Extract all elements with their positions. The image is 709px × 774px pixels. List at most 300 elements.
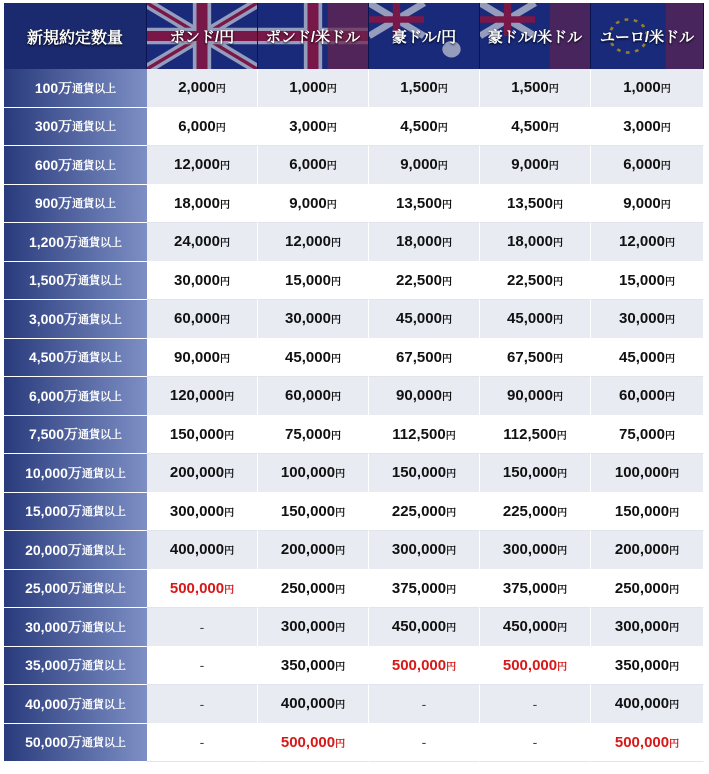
yen-suffix: 円 <box>552 238 563 250</box>
cell-value: 3,000 <box>623 117 661 135</box>
cell-value: 45,000 <box>507 310 553 328</box>
table-cell <box>369 647 480 686</box>
yen-suffix: 円 <box>669 584 680 596</box>
row-unit: 通貨以上 <box>78 390 123 403</box>
cell-value: 500,000 <box>169 579 225 597</box>
yen-suffix: 円 <box>552 276 563 288</box>
cell-value: 150,000 <box>614 502 670 520</box>
row-unit: 通貨以上 <box>78 313 123 326</box>
yen-suffix: 円 <box>548 161 559 173</box>
yen-suffix: 円 <box>552 315 563 327</box>
yen-suffix: 円 <box>224 546 235 558</box>
yen-suffix: 円 <box>669 738 680 750</box>
yen-suffix: 円 <box>224 430 235 442</box>
cell-value: 300,000 <box>502 541 558 559</box>
cell-value: 1,500 <box>511 79 549 97</box>
header-gbpjpy-label: ポンド/円 <box>169 28 235 46</box>
yen-suffix: 円 <box>660 122 671 134</box>
yen-suffix: 円 <box>441 392 452 404</box>
row-quantity: 15,000万 <box>25 503 82 520</box>
yen-suffix: 円 <box>437 161 448 173</box>
cell-value: 9,000 <box>289 194 327 212</box>
cell-value: 45,000 <box>285 348 331 366</box>
yen-suffix: 円 <box>219 276 230 288</box>
cell-value: 400,000 <box>169 541 225 559</box>
table-cell <box>591 416 704 455</box>
yen-suffix: 円 <box>445 430 456 442</box>
yen-suffix: 円 <box>219 315 230 327</box>
table-cell <box>591 108 704 147</box>
cell-value: 9,000 <box>400 156 438 174</box>
yen-suffix: 円 <box>335 584 346 596</box>
cell-value: 200,000 <box>280 541 336 559</box>
table-cell <box>147 185 258 224</box>
cell-value: 100,000 <box>614 464 670 482</box>
yen-suffix: 円 <box>219 199 230 211</box>
cell-value: 24,000 <box>174 233 220 251</box>
yen-suffix: 円 <box>664 276 675 288</box>
row-quantity: 25,000万 <box>25 580 82 597</box>
cell-value: 45,000 <box>619 348 665 366</box>
table-cell <box>591 262 704 301</box>
yen-suffix: 円 <box>335 546 346 558</box>
table-cell <box>480 108 591 147</box>
cell-value: 60,000 <box>619 387 665 405</box>
row-quantity: 600万 <box>34 156 73 173</box>
table-cell <box>591 531 704 570</box>
cell-value: 13,500 <box>396 194 442 212</box>
table-cell <box>480 185 591 224</box>
table-cell <box>147 493 258 532</box>
cell-value: - <box>199 695 205 712</box>
row-header <box>4 108 147 147</box>
table-cell <box>591 300 704 339</box>
cell-value: 12,000 <box>619 233 665 251</box>
header-eurusd-label: ユーロ/米ドル <box>599 28 695 46</box>
header-audusd-label: 豪ドル/米ドル <box>487 28 583 46</box>
yen-suffix: 円 <box>552 353 563 365</box>
row-header <box>4 454 147 493</box>
table-cell <box>258 647 369 686</box>
row-header <box>4 223 147 262</box>
yen-suffix: 円 <box>548 122 559 134</box>
table-cell <box>369 69 480 108</box>
cell-value: 250,000 <box>614 579 670 597</box>
table-cell <box>369 493 480 532</box>
yen-suffix: 円 <box>557 507 568 519</box>
cell-value: 100,000 <box>280 464 336 482</box>
yen-suffix: 円 <box>335 738 346 750</box>
header-quantity-label: 新規約定数量 <box>26 29 123 47</box>
yen-suffix: 円 <box>330 430 341 442</box>
cell-value: 112,500 <box>503 425 557 443</box>
cell-value: 15,000 <box>285 271 331 289</box>
yen-suffix: 円 <box>669 469 680 481</box>
yen-suffix: 円 <box>335 661 346 673</box>
header-eurusd <box>591 3 704 69</box>
yen-suffix: 円 <box>664 238 675 250</box>
table-cell <box>369 108 480 147</box>
row-unit: 通貨以上 <box>81 621 126 634</box>
table-cell <box>480 570 591 609</box>
table-cell <box>480 647 591 686</box>
row-unit: 通貨以上 <box>81 506 126 519</box>
yen-suffix: 円 <box>326 161 337 173</box>
yen-suffix: 円 <box>548 84 559 96</box>
cell-value: 225,000 <box>391 502 447 520</box>
yen-suffix: 円 <box>326 199 337 211</box>
yen-suffix: 円 <box>669 507 680 519</box>
row-header <box>4 493 147 532</box>
row-quantity: 900万 <box>34 195 73 212</box>
cell-value: 18,000 <box>507 233 553 251</box>
row-quantity: 40,000万 <box>25 695 82 712</box>
table-cell <box>480 377 591 416</box>
yen-suffix: 円 <box>446 623 457 635</box>
table-cell <box>369 416 480 455</box>
yen-suffix: 円 <box>441 199 452 211</box>
cell-value: 150,000 <box>169 425 225 443</box>
yen-suffix: 円 <box>446 584 457 596</box>
row-header <box>4 339 147 378</box>
row-unit: 通貨以上 <box>78 236 123 249</box>
cell-value: 75,000 <box>285 425 331 443</box>
table-cell <box>369 185 480 224</box>
yen-suffix: 円 <box>441 276 452 288</box>
yen-suffix: 円 <box>446 546 457 558</box>
table-cell <box>258 185 369 224</box>
table-cell <box>369 570 480 609</box>
table-cell <box>147 608 258 647</box>
row-header <box>4 416 147 455</box>
row-unit: 通貨以上 <box>78 352 123 365</box>
cell-value: 300,000 <box>614 618 670 636</box>
cell-value: 90,000 <box>174 348 220 366</box>
yen-suffix: 円 <box>330 315 341 327</box>
yen-suffix: 円 <box>446 469 457 481</box>
table-cell <box>591 493 704 532</box>
table-cell <box>258 685 369 724</box>
cell-value: - <box>532 695 538 712</box>
cell-value: 1,500 <box>400 79 438 97</box>
row-quantity: 7,500万 <box>28 426 79 443</box>
table-cell <box>258 108 369 147</box>
table-cell <box>591 185 704 224</box>
yen-suffix: 円 <box>330 392 341 404</box>
table-cell <box>591 570 704 609</box>
header-gbpusd <box>258 3 369 69</box>
yen-suffix: 円 <box>215 84 226 96</box>
cell-value: 3,000 <box>289 117 327 135</box>
cell-value: 67,500 <box>507 348 553 366</box>
table-cell <box>147 339 258 378</box>
table-cell <box>258 608 369 647</box>
row-header <box>4 185 147 224</box>
yen-suffix: 円 <box>219 353 230 365</box>
row-quantity: 1,500万 <box>28 272 79 289</box>
yen-suffix: 円 <box>664 392 675 404</box>
row-header <box>4 685 147 724</box>
table-cell <box>147 300 258 339</box>
header-audjpy <box>369 3 480 69</box>
row-header <box>4 724 147 763</box>
cell-value: 500,000 <box>391 656 447 674</box>
cell-value: 4,500 <box>400 117 438 135</box>
cell-value: 500,000 <box>280 733 336 751</box>
table-cell <box>369 724 480 763</box>
cell-value: 22,500 <box>396 271 442 289</box>
row-unit: 通貨以上 <box>72 82 117 95</box>
table-cell <box>480 724 591 763</box>
row-unit: 通貨以上 <box>72 121 117 134</box>
row-quantity: 1,200万 <box>28 233 79 250</box>
table-cell <box>258 377 369 416</box>
table-cell <box>480 608 591 647</box>
row-unit: 通貨以上 <box>72 198 117 211</box>
table-cell <box>369 531 480 570</box>
cell-value: 450,000 <box>391 618 447 636</box>
table-cell <box>369 377 480 416</box>
cell-value: 45,000 <box>396 310 442 328</box>
cell-value: 90,000 <box>396 387 442 405</box>
row-header <box>4 531 147 570</box>
row-quantity: 10,000万 <box>25 464 82 481</box>
cell-value: 225,000 <box>502 502 558 520</box>
table-cell <box>480 416 591 455</box>
table-cell <box>591 223 704 262</box>
yen-suffix: 円 <box>330 276 341 288</box>
yen-suffix: 円 <box>669 700 680 712</box>
table-cell <box>369 262 480 301</box>
cell-value: 90,000 <box>507 387 553 405</box>
row-header <box>4 570 147 609</box>
header-gbpusd-label: ポンド/米ドル <box>265 28 361 46</box>
table-cell <box>147 531 258 570</box>
yen-suffix: 円 <box>557 469 568 481</box>
yen-suffix: 円 <box>224 392 235 404</box>
table-cell <box>369 146 480 185</box>
yen-suffix: 円 <box>556 430 567 442</box>
yen-suffix: 円 <box>664 315 675 327</box>
yen-suffix: 円 <box>441 238 452 250</box>
cell-value: 67,500 <box>396 348 442 366</box>
yen-suffix: 円 <box>335 700 346 712</box>
yen-suffix: 円 <box>219 238 230 250</box>
yen-suffix: 円 <box>664 353 675 365</box>
table-cell <box>147 262 258 301</box>
table-cell <box>147 223 258 262</box>
yen-suffix: 円 <box>669 546 680 558</box>
yen-suffix: 円 <box>326 84 337 96</box>
table-cell <box>147 146 258 185</box>
table-cell <box>258 454 369 493</box>
cell-value: 60,000 <box>285 387 331 405</box>
table-cell <box>591 608 704 647</box>
cell-value: 300,000 <box>280 618 336 636</box>
table-cell <box>258 262 369 301</box>
row-header <box>4 146 147 185</box>
yen-suffix: 円 <box>219 161 230 173</box>
table-cell <box>480 531 591 570</box>
yen-suffix: 円 <box>669 661 680 673</box>
cell-value: 18,000 <box>396 233 442 251</box>
cell-value: 22,500 <box>507 271 553 289</box>
table-cell <box>591 724 704 763</box>
yen-suffix: 円 <box>552 199 563 211</box>
row-header <box>4 377 147 416</box>
cell-value: 375,000 <box>391 579 447 597</box>
row-header <box>4 69 147 108</box>
table-cell <box>369 223 480 262</box>
table-cell <box>147 416 258 455</box>
table-cell <box>258 724 369 763</box>
table-cell <box>480 685 591 724</box>
cell-value: - <box>532 734 538 751</box>
cell-value: 30,000 <box>174 271 220 289</box>
table-cell <box>480 262 591 301</box>
table-cell <box>369 454 480 493</box>
row-unit: 通貨以上 <box>78 275 123 288</box>
cell-value: 500,000 <box>502 656 558 674</box>
yen-suffix: 円 <box>224 469 235 481</box>
header-audjpy-label: 豪ドル/円 <box>391 28 457 46</box>
table-cell <box>258 300 369 339</box>
row-quantity: 20,000万 <box>25 541 82 558</box>
cell-value: 75,000 <box>619 425 665 443</box>
header-gbpjpy <box>147 3 258 69</box>
row-quantity: 50,000万 <box>25 734 82 751</box>
table-cell <box>147 377 258 416</box>
table-cell <box>258 146 369 185</box>
row-unit: 通貨以上 <box>81 737 126 750</box>
yen-suffix: 円 <box>437 122 448 134</box>
cell-value: 9,000 <box>623 194 661 212</box>
cell-value: 350,000 <box>280 656 336 674</box>
yen-suffix: 円 <box>335 623 346 635</box>
table-cell <box>258 531 369 570</box>
header-quantity <box>4 3 147 69</box>
table-cell <box>147 454 258 493</box>
cell-value: 150,000 <box>391 464 447 482</box>
row-unit: 通貨以上 <box>72 159 117 172</box>
table-cell <box>147 108 258 147</box>
row-header <box>4 608 147 647</box>
cell-value: 9,000 <box>511 156 549 174</box>
yen-suffix: 円 <box>552 392 563 404</box>
yen-suffix: 円 <box>660 161 671 173</box>
cell-value: 120,000 <box>169 387 225 405</box>
cell-value: 300,000 <box>391 541 447 559</box>
yen-suffix: 円 <box>660 199 671 211</box>
yen-suffix: 円 <box>326 122 337 134</box>
table-cell <box>591 454 704 493</box>
cell-value: 2,000 <box>178 79 216 97</box>
cell-value: - <box>199 618 205 635</box>
cell-value: 200,000 <box>614 541 670 559</box>
cell-value: 13,500 <box>507 194 553 212</box>
table-cell <box>591 69 704 108</box>
table-cell <box>480 223 591 262</box>
cell-value: 200,000 <box>169 464 225 482</box>
header-audusd <box>480 3 591 69</box>
table-cell <box>591 685 704 724</box>
cell-value: 12,000 <box>174 156 220 174</box>
table-cell <box>147 724 258 763</box>
table-cell <box>258 570 369 609</box>
table-cell <box>258 416 369 455</box>
cell-value: - <box>421 695 427 712</box>
row-quantity: 35,000万 <box>25 657 82 674</box>
cell-value: 400,000 <box>280 695 336 713</box>
table-cell <box>480 493 591 532</box>
cell-value: 18,000 <box>174 194 220 212</box>
cell-value: 250,000 <box>280 579 336 597</box>
cell-value: 6,000 <box>178 117 216 135</box>
cell-value: 150,000 <box>502 464 558 482</box>
row-header <box>4 647 147 686</box>
cell-value: 150,000 <box>280 502 336 520</box>
table-cell <box>258 69 369 108</box>
row-quantity: 6,000万 <box>28 387 79 404</box>
table-cell <box>369 685 480 724</box>
row-unit: 通貨以上 <box>81 544 126 557</box>
table-cell <box>369 300 480 339</box>
yen-suffix: 円 <box>664 430 675 442</box>
cell-value: 6,000 <box>289 156 327 174</box>
table-cell <box>147 647 258 686</box>
row-quantity: 100万 <box>34 79 73 96</box>
cell-value: 500,000 <box>614 733 670 751</box>
cell-value: 450,000 <box>502 618 558 636</box>
table-cell <box>258 339 369 378</box>
cell-value: 375,000 <box>502 579 558 597</box>
cell-value: - <box>421 734 427 751</box>
yen-suffix: 円 <box>441 315 452 327</box>
yen-suffix: 円 <box>669 623 680 635</box>
yen-suffix: 円 <box>557 661 568 673</box>
cell-value: 30,000 <box>619 310 665 328</box>
table-cell <box>369 608 480 647</box>
row-quantity: 30,000万 <box>25 618 82 635</box>
table-cell <box>147 69 258 108</box>
cell-value: 60,000 <box>174 310 220 328</box>
row-quantity: 300万 <box>34 118 73 135</box>
table-cell <box>591 377 704 416</box>
table-cell <box>480 454 591 493</box>
yen-suffix: 円 <box>335 507 346 519</box>
table-cell <box>147 570 258 609</box>
cell-value: 30,000 <box>285 310 331 328</box>
yen-suffix: 円 <box>557 546 568 558</box>
table-cell <box>591 339 704 378</box>
row-header <box>4 300 147 339</box>
yen-suffix: 円 <box>660 84 671 96</box>
row-quantity: 4,500万 <box>28 349 79 366</box>
cell-value: - <box>199 734 205 751</box>
table-cell <box>147 685 258 724</box>
row-unit: 通貨以上 <box>81 467 126 480</box>
cell-value: 400,000 <box>614 695 670 713</box>
cell-value: 6,000 <box>623 156 661 174</box>
yen-suffix: 円 <box>557 623 568 635</box>
cell-value: 1,000 <box>289 79 327 97</box>
yen-suffix: 円 <box>437 84 448 96</box>
yen-suffix: 円 <box>215 122 226 134</box>
yen-suffix: 円 <box>330 353 341 365</box>
cashback-table <box>4 3 704 762</box>
table-cell <box>258 223 369 262</box>
row-quantity: 3,000万 <box>28 310 79 327</box>
